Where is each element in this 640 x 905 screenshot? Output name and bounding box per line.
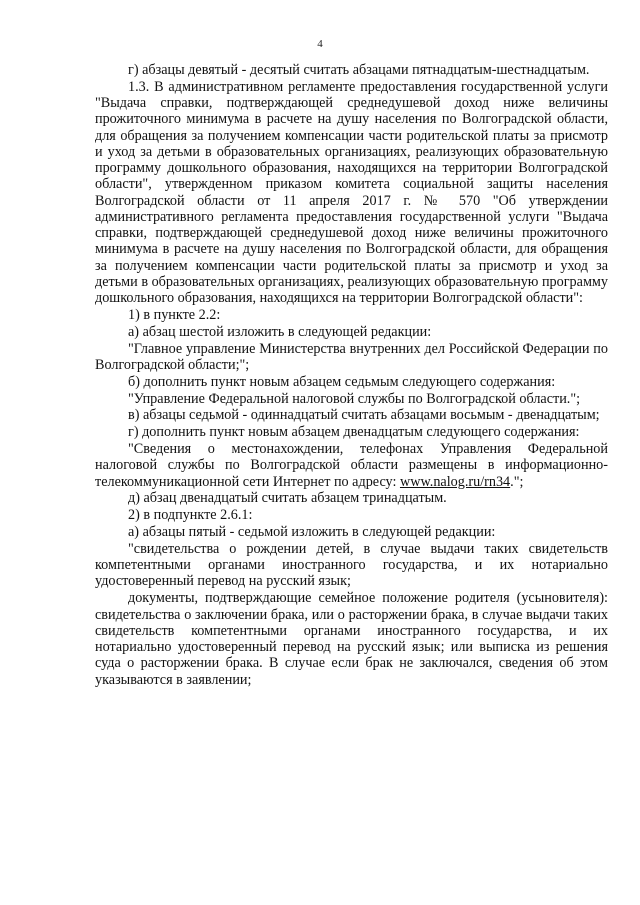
paragraph: г) дополнить пункт новым абзацем двенадцатым следующего содержания:: [128, 424, 580, 441]
page-number: 4: [317, 38, 323, 50]
tax-info-paragraph: [95, 441, 608, 490]
document-body: [95, 62, 608, 688]
paragraph: б) дополнить пункт новым абзацем седьмым следующего содержания:: [128, 373, 556, 390]
paragraph: 1.3. В административном регламенте предоставления государственной услуги "Выдача справки, подтверждающей среднедушевой доход ниже величины прожиточного минимума в расчете на душу населения по Волгоградской области, для обращения за получением компенсации части родительской платы за присмотр и уход за детьми в образовательных организациях, реализующих образовательную программу дошкольного образования, находящихся на территории Волгоградской области", утвержденном приказом комитета социальной защиты населения Волгоградской области от 11 апреля 2017 г. № 570 "Об утверждении административного регламента предоставления государственной услуги "Выдача справки, подтверждающей среднедушевой доход ниже величины прожиточного минимума в расчете на душу населения по Волгоградской области, для обращения за получением компенсации части родительской платы за присмотр и уход за детьми в образовательных организациях, реализующих образовательную программу дошкольного образования, находящихся на территории Волгоградской области":: [95, 78, 608, 307]
paragraph: а) абзац шестой изложить в следующей редакции:: [128, 323, 432, 340]
paragraph: д) абзац двенадцатый считать абзацем тринадцатым.: [128, 490, 447, 507]
paragraph: "Управление Федеральной налоговой службы по Волгоградской области.";: [128, 390, 581, 407]
tax-info-text: "Сведения о местонахождении, телефонах Управления Федеральной налоговой службы по Волгоградской области размещены в информационно-телекоммуникационной сети Интернет по адресу:: [95, 441, 608, 490]
tax-info-tail: .";: [510, 473, 524, 490]
paragraph: 1) в пункте 2.2:: [128, 306, 221, 323]
paragraph: г) абзацы девятый - десятый считать абзацами пятнадцатым-шестнадцатым.: [128, 62, 590, 78]
nalog-link[interactable]: www.nalog.ru/rn34: [399, 473, 511, 490]
paragraph: "Главное управление Министерства внутренних дел Российской Федерации по Волгоградской области;";: [95, 340, 608, 373]
paragraph: "свидетельства о рождении детей, в случае выдачи таких свидетельств компетентными органами иностранного государства, и их нотариально удостоверенный перевод на русский язык;: [95, 540, 608, 590]
paragraph: документы, подтверждающие семейное положение родителя (усыновителя): свидетельства о заключении брака, или о расторжении брака, в случае выдачи таких свидетельств компетентными органами иностранного государства, и их нотариально удостоверенный перевод на русский язык; или выписка из решения суда о расторжении брака. В случае если брак не заключался, сведения об этом указываются в заявлении;: [95, 590, 608, 688]
paragraph: в) абзацы седьмой - одиннадцатый считать абзацами восьмым - двенадцатым;: [128, 407, 600, 424]
paragraph: 2) в подпункте 2.6.1:: [128, 507, 253, 524]
paragraph: а) абзацы пятый - седьмой изложить в следующей редакции:: [128, 524, 496, 541]
